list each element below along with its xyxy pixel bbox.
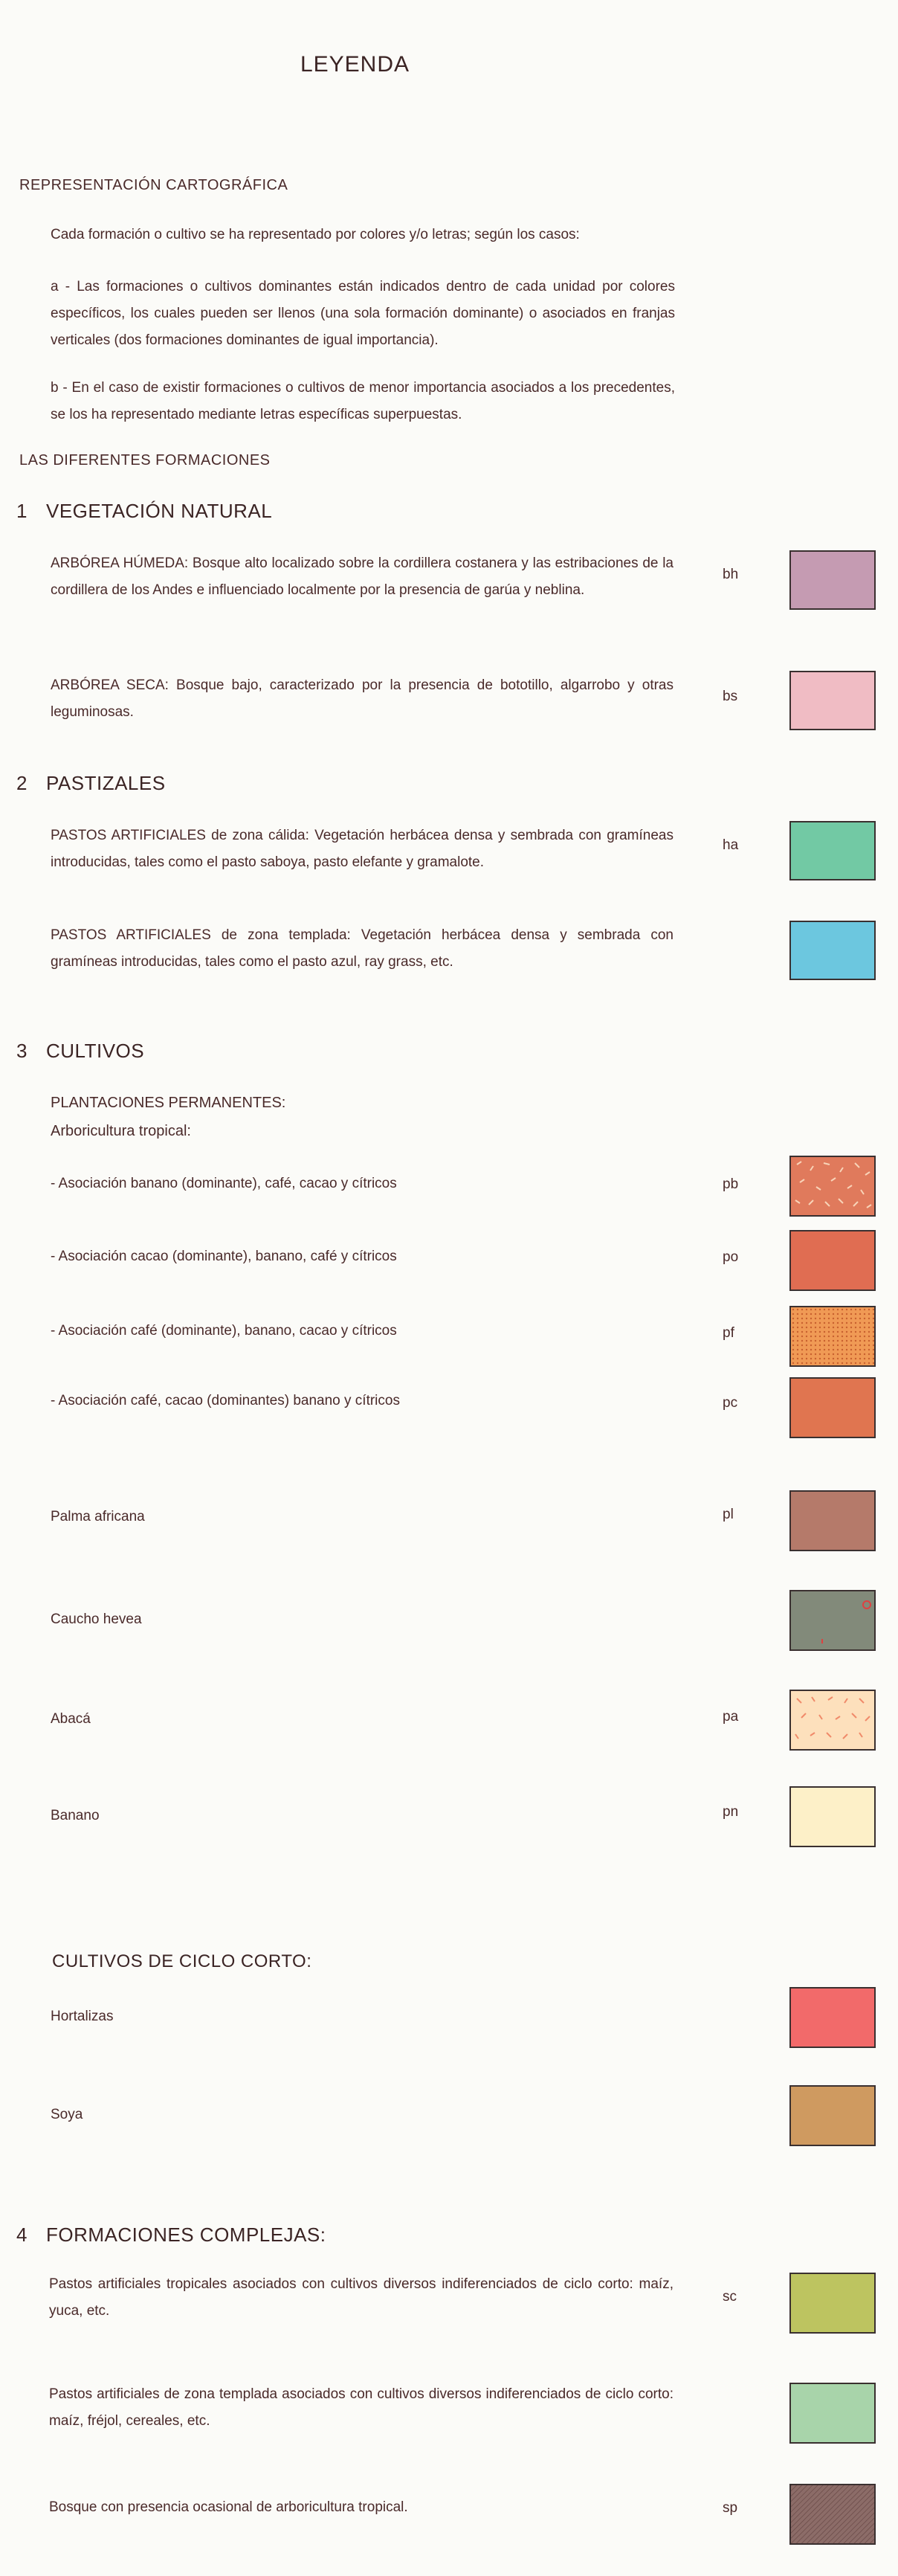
swatch-ht [789,921,876,980]
section-1-heading [16,500,272,523]
legend-item-sp: Bosque con presencia ocasional de arboricultura tropical. [49,2499,408,2515]
swatch-po [789,1230,876,1291]
section-title: PASTIZALES [46,772,166,794]
code-po: po [723,1249,739,1265]
section-3-heading [16,1040,144,1063]
plantaciones-permanentes-heading: PLANTACIONES PERMANENTES: [51,1095,286,1111]
code-bh: bh [723,567,739,582]
code-pf: pf [723,1325,734,1341]
section-title: VEGETACIÓN NATURAL [46,500,273,522]
arboricultura-heading: Arboricultura tropical: [51,1123,191,1139]
legend-item-caucho: Caucho hevea [51,1611,142,1627]
code-pl: pl [723,1507,734,1522]
legend-item-pn: Banano [51,1808,100,1823]
code-sp: sp [723,2500,738,2516]
swatch-pf [789,1306,876,1367]
section-title: FORMACIONES COMPLEJAS: [46,2224,326,2246]
section-title: CULTIVOS [46,1040,145,1062]
swatch-caucho [789,1590,876,1651]
swatch-sp [789,2484,876,2545]
swatch-pa [789,1690,876,1751]
dot-pattern [791,1307,874,1365]
swatch-soya [789,2085,876,2146]
legend-item-soya: Soya [51,2107,83,2122]
swatch-bs [789,671,876,730]
legend-item-pf: - Asociación café (dominante), banano, cacao y cítricos [51,1323,397,1339]
swatch-bh [789,550,876,610]
dash-pattern [791,1691,874,1749]
code-pn: pn [723,1804,739,1820]
legend-item-hortalizas: Hortalizas [51,2009,114,2024]
representacion-case-a: a - Las formaciones o cultivos dominantes están indicados dentro de cada unidad por colores específicos, los cuales pueden ser llenos (una sola formación dominante) o asociados en franjas verticales (dos formaciones dominantes de igual importancia). [51,279,675,348]
swatch-st [789,2383,876,2444]
hatch-pattern [791,2485,874,2543]
code-ha: ha [723,837,739,853]
swatch-ha [789,821,876,880]
legend-item-sc: Pastos artificiales tropicales asociados con cultivos diversos indiferenciados de ciclo corto: maíz, yuca, etc. [49,2276,674,2319]
section-2-heading [16,772,166,795]
code-pa: pa [723,1709,739,1725]
legend-item-pc: - Asociación café, cacao (dominantes) banano y cítricos [51,1393,400,1408]
representacion-case-b: b - En el caso de existir formaciones o cultivos de menor importancia asociados a los precedentes, se los ha representado mediante letras específicas superpuestas. [51,380,675,422]
swatch-pb [789,1156,876,1217]
legend-item-pb: - Asociación banano (dominante), café, cacao y cítricos [51,1176,397,1191]
formaciones-heading: LAS DIFERENTES FORMACIONES [19,452,271,468]
representacion-heading: REPRESENTACIÓN CARTOGRÁFICA [19,177,288,193]
legend-item-po: - Asociación cacao (dominante), banano, café y cítricos [51,1249,397,1264]
section-number: 1 [16,500,28,522]
code-sc: sc [723,2289,737,2305]
swatch-pc [789,1377,876,1438]
legend-item-pa: Abacá [51,1711,91,1727]
section-4-heading [16,2224,326,2247]
swatch-sc [789,2273,876,2334]
legend-item-bh: ARBÓREA HÚMEDA: Bosque alto localizado sobre la cordillera costanera y las estribaciones de la cordillera de los Andes e influenciado localmente por la presencia de garúa y neblina. [51,556,674,598]
code-pc: pc [723,1395,738,1411]
swatch-pn [789,1786,876,1847]
mark-pattern [791,1591,874,1649]
legend-item-pl: Palma africana [51,1509,145,1524]
legend-item-bs: ARBÓREA SECA: Bosque bajo, caracterizado por la presencia de bototillo, algarrobo y otras leguminosas. [51,677,674,720]
legend-item-ha: PASTOS ARTIFICIALES de zona cálida: Vegetación herbácea densa y sembrada con gramíneas introducidas, tales como el pasto saboya, pasto elefante y gramalote. [51,828,674,870]
legend-item-st: Pastos artificiales de zona templada asociados con cultivos diversos indiferenciados de ciclo corto: maíz, fréjol, cereales, etc. [49,2386,674,2429]
code-bs: bs [723,689,738,704]
swatch-pl [789,1490,876,1551]
representacion-intro: Cada formación o cultivo se ha representado por colores y/o letras; según los casos: [51,227,580,242]
section-number: 4 [16,2224,28,2246]
section-number: 3 [16,1040,28,1062]
swatch-hortalizas [789,1987,876,2048]
section-number: 2 [16,772,28,794]
legend-item-ht: PASTOS ARTIFICIALES de zona templada: Vegetación herbácea densa y sembrada con gramíneas introducidas, tales como el pasto azul, ray grass, etc. [51,927,674,970]
page-title: LEYENDA [300,52,410,77]
cultivos-ciclo-corto-heading: CULTIVOS DE CICLO CORTO: [52,1951,312,1971]
code-pb: pb [723,1176,739,1192]
dash-pattern [791,1157,874,1215]
